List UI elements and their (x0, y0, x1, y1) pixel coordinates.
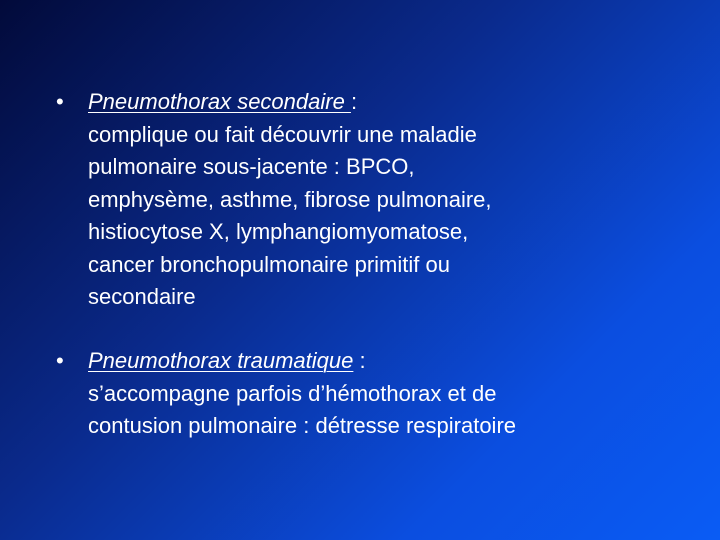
bullet-body (88, 86, 676, 314)
bullet-text-line: s’accompagne parfois d’hémothorax et de (88, 380, 497, 406)
bullet-text-line: emphysème, asthme, fibrose pulmonaire, (88, 186, 492, 212)
bullet-text-line: pulmonaire sous-jacente : BPCO, (88, 154, 415, 179)
bullet-text-line: complique ou fait découvrir une maladie (88, 121, 477, 147)
bullet-text-line: histiocytose X, lymphangiomyomatose, (88, 219, 469, 244)
bullet-item-traumatic-pneumothorax (56, 345, 676, 443)
bullet-body (88, 345, 676, 443)
bullet-text-line: contusion pulmonaire : détresse respiratoire (88, 413, 517, 438)
bullet-item-secondary-pneumothorax (56, 86, 676, 314)
bullet-heading-line (88, 86, 676, 119)
bullet-text-line: secondaire (88, 284, 196, 309)
bullet-heading: Pneumothorax secondaire (88, 89, 351, 114)
bullet-text-line: cancer bronchopulmonaire primitif ou (88, 251, 450, 277)
bullet-heading: Pneumothorax traumatique (88, 348, 354, 373)
bullet-marker: • (56, 348, 64, 373)
bullet-marker: • (56, 89, 64, 114)
bullet-heading-line (88, 345, 676, 378)
bullet-heading-suffix: : (350, 89, 358, 114)
bullet-heading-suffix: : (353, 348, 366, 373)
